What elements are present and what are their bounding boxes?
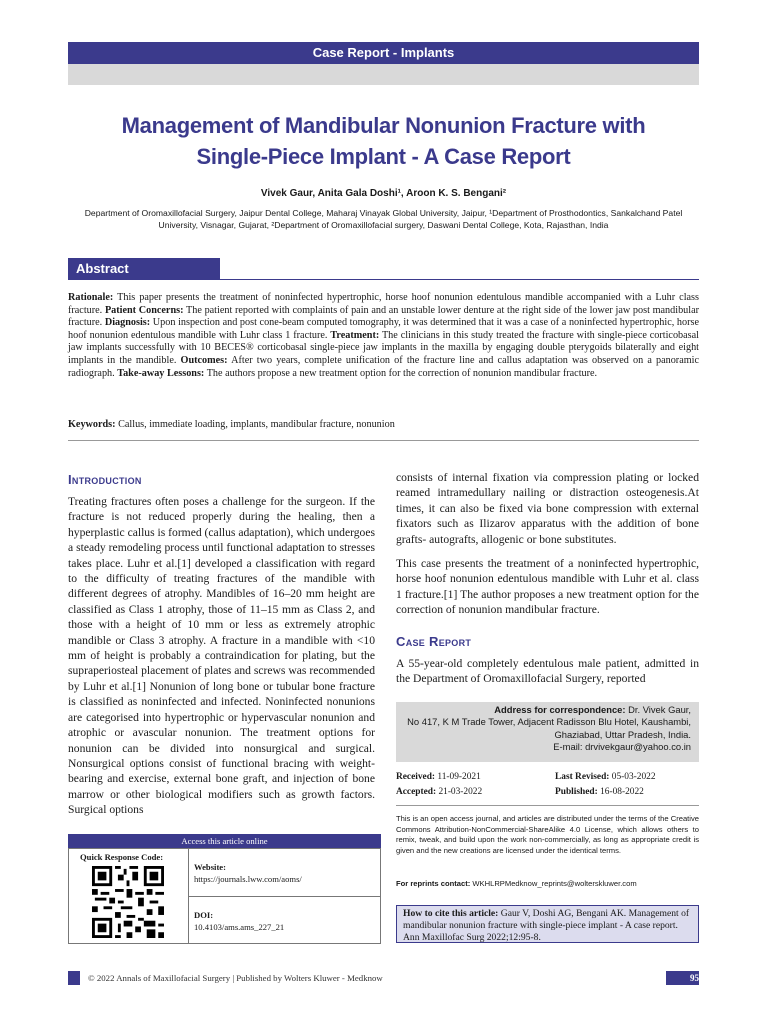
concerns-text: The patient reported with complaints of pain and an unstable lower denture at the right side of the lower jaw post mandibular fracture. (68, 304, 700, 329)
license-text: This is an open access journal, and articles are distributed under the terms of the Creative Commons Attribution-NonCommercial-ShareAlike 4.0 License, which allows others to remix, tweak, and build upon the work non-commercially, as long as appropriate credit is given and the new creations are licensed under the identical terms. (396, 814, 699, 855)
correspondence-address-2: Ghaziabad, Uttar Pradesh, India. (554, 728, 691, 740)
citation-text: Gaur V, Doshi AG, Bengani AK. Management of mandibular nonunion fracture with single-piece implant - A case report. Ann Maxillofac Surg 2022;12:95-8. (403, 908, 690, 944)
accepted-value: 21-03-2022 (436, 787, 483, 797)
introduction-right-para-2: This case presents the treatment of a noninfected hypertrophic, horse hoof nonunion edentulous mandible with Luhr et al. class 1 fracture.[1] The author proposes a new treatment option for the correction of nonunion mandibular fracture. (396, 557, 699, 617)
correspondence-email[interactable]: E-mail: drvivekgaur@yahoo.co.in (553, 741, 691, 753)
doi-label: DOI: (194, 910, 214, 920)
introduction-heading: Introduction (68, 472, 142, 487)
reprints (396, 879, 699, 888)
affiliation-line-2: University, Visnagar, Gujarat, ²Department of Oromaxillofacial surgery, Daswani Dental College, Kota, Rajasthan, India (158, 220, 609, 230)
takeaway-label: Take-away Lessons: (117, 367, 205, 379)
website-label: Website: (194, 862, 226, 872)
revised-label: Last Revised: (555, 772, 610, 782)
citation-box (396, 905, 699, 943)
qr-code-icon (92, 866, 164, 938)
qr-label: Quick Response Code: (80, 852, 164, 862)
abstract-rule (220, 279, 699, 280)
correspondence-box (396, 702, 699, 762)
published-label: Published: (555, 787, 598, 797)
keywords-label: Keywords: (68, 419, 116, 430)
article-title (68, 110, 699, 172)
title-line-1: Management of Mandibular Nonunion Fracture with (121, 113, 646, 138)
rationale-text: This paper presents the treatment of noninfected hypertrophic, horse hoof nonunion edentulous mandible accompanied with a Luhr class fracture. (68, 292, 699, 316)
accepted-label: Accepted: (396, 787, 437, 797)
website-link[interactable]: https://journals.lww.com/aoms/ (194, 874, 302, 884)
accepted-date (396, 787, 482, 797)
takeaway-text: The authors propose a new treatment option for the correction of nonunion mandibular fracture. (204, 367, 598, 379)
qr-code[interactable] (92, 866, 164, 943)
abstract-body (68, 292, 699, 380)
introduction-text: Treating fractures often poses a challenge for the surgeon. If the fracture is not reduced properly during the healing, then a hyperplastic callus is formed (callus adaptation), which undergoes a steady remodeling process until functional adaptation to stresses takes place. Luhr et al.[1] developed a classification with regard to the difficulty of treating fractures of the mandible with different degrees of atrophy. Mandibles of 16–20 mm height are classified as Class 1 atrophy, those of 11–15 mm as Class 2, and those with a height of 10 mm or less as extremely atrophic mandible or Class 3 atrophy. A fracture in a mandible with <10 mm of height is probably a contraindication for plating, but the supraperiosteal placement of plates and screws was recommended by Luhr et al.[1] Nonunion of long bone or tubular bone fracture is classified as noninfected and infected. Noninfected nonunions are categorised into hypertrophic or hypervascular nonunion and atrophic or avascular nonunion. The treatment options for nonunion can be divided into nonsurgical and surgical. Nonsurgical options consist of functional bracing with weight-bearing and exercise, external bone graft, and injection of bone marrow or other biological modifiers such as growth factors. Surgical options (68, 495, 375, 817)
correspondence-label: Address for correspondence: (494, 704, 626, 715)
published-value: 16-08-2022 (597, 787, 644, 797)
affiliations (78, 207, 689, 231)
case-report-heading: Case Report (396, 634, 472, 649)
diagnosis-label: Diagnosis: (104, 317, 151, 329)
access-divider-horizontal (188, 896, 381, 897)
authors: Vivek Gaur, Anita Gala Doshi¹, Aroon K. S. Bengani² (260, 188, 507, 199)
keywords-text: Callus, immediate loading, implants, mandibular fracture, nonunion (115, 419, 395, 430)
revised-value: 05-03-2022 (609, 772, 656, 782)
abstract-heading: Abstract (68, 258, 220, 280)
treatment-label: Treatment: (330, 329, 380, 341)
reprints-label: For reprints contact: (396, 879, 471, 888)
outcomes-label: Outcomes: (180, 354, 228, 366)
published-date (555, 787, 644, 797)
affiliation-line-1: Department of Oromaxillofacial Surgery, Jaipur Dental College, Maharaj Vinayak Global University, Jaipur, ¹Department of Prosthodontics, Sankalchand Patel (84, 208, 683, 218)
received-date (396, 772, 481, 782)
doi-value[interactable]: 10.4103/ams.ams_227_21 (194, 922, 285, 932)
introduction-right-para-1: consists of internal fixation via compression plating or locked reamed intramedullary nailing or distraction osteogenesis.At times, it can also be fixed via bone compression with external fixators such as Ilizarov apparatus with the addition of bone grafts- autografts, allogenic or bone substitutes. (396, 471, 699, 546)
case-report-text: A 55-year-old completely edentulous male patient, admitted in the Department of Oromaxillofacial Surgery, reported (396, 657, 699, 686)
revised-date (555, 772, 656, 782)
rationale-label: Rationale: (68, 292, 114, 303)
correspondence-name: Dr. Vivek Gaur, (625, 704, 691, 715)
outcomes-text: After two years, complete unification of the fracture line and callus adaptation was observed on a panoramic radiograph. (68, 354, 699, 379)
title-line-2: Single-Piece Implant - A Case Report (196, 144, 571, 169)
section-divider (68, 440, 699, 441)
diagnosis-text: Upon inspection and post cone-beam computed tomography, it was determined that it was a case of a noninfected hypertrophic, horse hoof nonunion edentulous mandible with Luhr class 1 fracture. (68, 317, 699, 341)
reprints-email[interactable]: WKHLRPMedknow_reprints@wolterskluwer.com (470, 879, 637, 888)
page-number: 95 (690, 973, 699, 983)
correspondence-address-1: No 417, K M Trade Tower, Adjacent Radisson Blu Hotel, Kaushambi, (407, 716, 691, 728)
received-label: Received: (396, 772, 436, 782)
concerns-label: Patient Concerns: (104, 304, 184, 316)
footer-text: © 2022 Annals of Maxillofacial Surgery | Published by Wolters Kluwer - Medknow (80, 971, 666, 985)
treatment-text: The clinicians in this study treated the fracture with single-piece corticobasal jaw implants successfully with 10 BECES® corticobasal single-piece jaw implants in the maxilla by engaging double pterygoids bilaterally and eight implants in the mandible. (68, 329, 699, 366)
dates-divider (396, 805, 699, 806)
header-band (68, 64, 699, 85)
received-value: 11-09-2021 (435, 772, 481, 782)
section-label: Case Report - Implants (68, 42, 699, 64)
access-heading: Access this article online (68, 834, 381, 848)
keywords (68, 419, 699, 430)
citation-label: How to cite this article: (403, 908, 499, 919)
